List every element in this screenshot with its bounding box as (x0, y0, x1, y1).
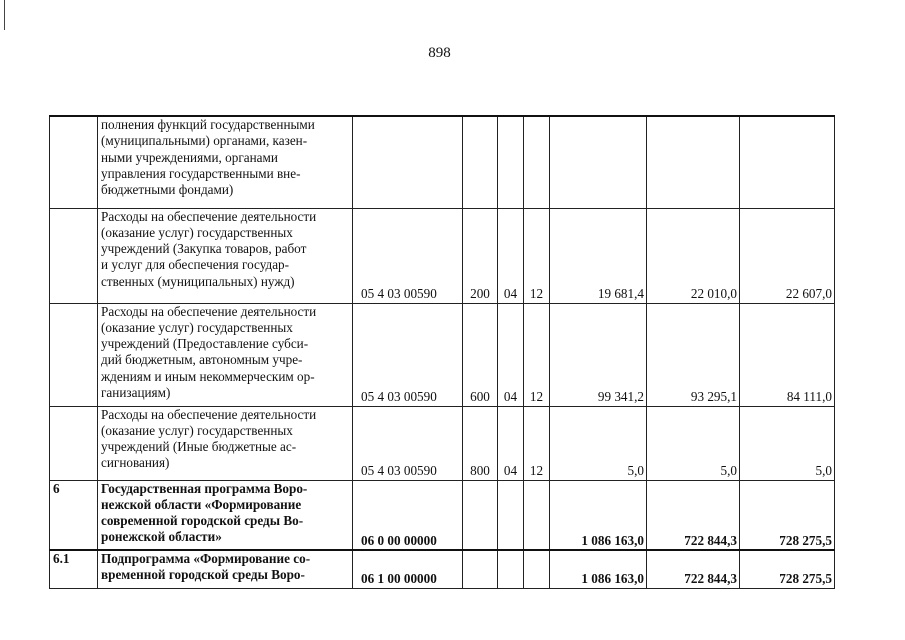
expense-type-code: 600 (463, 303, 498, 406)
amount-year-1: 19 681,4 (550, 208, 647, 303)
row-name (98, 480, 353, 550)
table-row (50, 550, 835, 588)
page-number: 898 (428, 45, 451, 61)
row-number: 6.1 (50, 550, 98, 588)
subsection-code (524, 550, 550, 588)
budget-table (49, 115, 835, 589)
expense-type-code (463, 116, 498, 208)
target-code: 06 1 00 00000 (353, 550, 463, 588)
expense-type-code (463, 480, 498, 550)
section-code (498, 480, 524, 550)
amount-year-1: 1 086 163,0 (550, 480, 647, 550)
table-row (50, 406, 835, 480)
subsection-code (524, 480, 550, 550)
amount-year-1: 5,0 (550, 406, 647, 480)
amount-year-1: 99 341,2 (550, 303, 647, 406)
target-code: 05 4 03 00590 (353, 303, 463, 406)
amount-year-2: 722 844,3 (647, 550, 740, 588)
section-code (498, 550, 524, 588)
row-name (98, 208, 353, 303)
row-number: 6 (50, 480, 98, 550)
subsection-code: 12 (524, 406, 550, 480)
table-row (50, 303, 835, 406)
row-name (98, 116, 353, 208)
row-name (98, 406, 353, 480)
subsection-code (524, 116, 550, 208)
target-code: 05 4 03 00590 (353, 406, 463, 480)
amount-year-2: 722 844,3 (647, 480, 740, 550)
amount-year-3: 728 275,5 (740, 550, 835, 588)
expense-type-code (463, 550, 498, 588)
row-name-text: Расходы на обеспечение деятельности (оказание услуг) государственных учреждений (Предоставление субси- дий бюджетным, автономным учре- ждениям и иным некоммерческим ор- ганизациям) (101, 303, 317, 400)
amount-year-2: 5,0 (647, 406, 740, 480)
amount-year-2: 93 295,1 (647, 303, 740, 406)
expense-type-code: 200 (463, 208, 498, 303)
subsection-code: 12 (524, 208, 550, 303)
target-code: 06 0 00 00000 (353, 480, 463, 550)
scan-edge-line (4, 0, 5, 30)
row-name-text: Расходы на обеспечение деятельности (оказание услуг) государственных учреждений (Закупка товаров, работ и услуг для обеспечения государ- ственных (муниципальных) нужд) (101, 208, 317, 289)
amount-year-1 (550, 116, 647, 208)
section-code (498, 116, 524, 208)
table-row (50, 208, 835, 303)
section-code: 04 (498, 208, 524, 303)
amount-year-3: 22 607,0 (740, 208, 835, 303)
row-number (50, 303, 98, 406)
section-code: 04 (498, 406, 524, 480)
amount-year-1: 1 086 163,0 (550, 550, 647, 588)
target-code: 05 4 03 00590 (353, 208, 463, 303)
subsection-code: 12 (524, 303, 550, 406)
amount-year-3: 5,0 (740, 406, 835, 480)
row-name-text: Расходы на обеспечение деятельности (оказание услуг) государственных учреждений (Иные бюджетные ас- сигнования) (101, 406, 317, 471)
section-code: 04 (498, 303, 524, 406)
expense-type-code: 800 (463, 406, 498, 480)
table-row (50, 116, 835, 208)
amount-year-3 (740, 116, 835, 208)
amount-year-3: 728 275,5 (740, 480, 835, 550)
row-number (50, 116, 98, 208)
row-name (98, 550, 353, 588)
row-name-text: Подпрограмма «Формирование со- временной городской среды Воро- (101, 551, 311, 583)
row-name (98, 303, 353, 406)
row-name-text: Государственная программа Воро- нежской области «Формирование современной городской среды Во- ронежской области» (101, 480, 308, 545)
row-number (50, 406, 98, 480)
row-number (50, 208, 98, 303)
row-name-text: полнения функций государственными (муниципальными) органами, казен- ными учреждениями, органами управления государственными вне- бюджетными фондами) (101, 117, 315, 198)
amount-year-3: 84 111,0 (740, 303, 835, 406)
table-row (50, 480, 835, 550)
amount-year-2: 22 010,0 (647, 208, 740, 303)
amount-year-2 (647, 116, 740, 208)
target-code (353, 116, 463, 208)
